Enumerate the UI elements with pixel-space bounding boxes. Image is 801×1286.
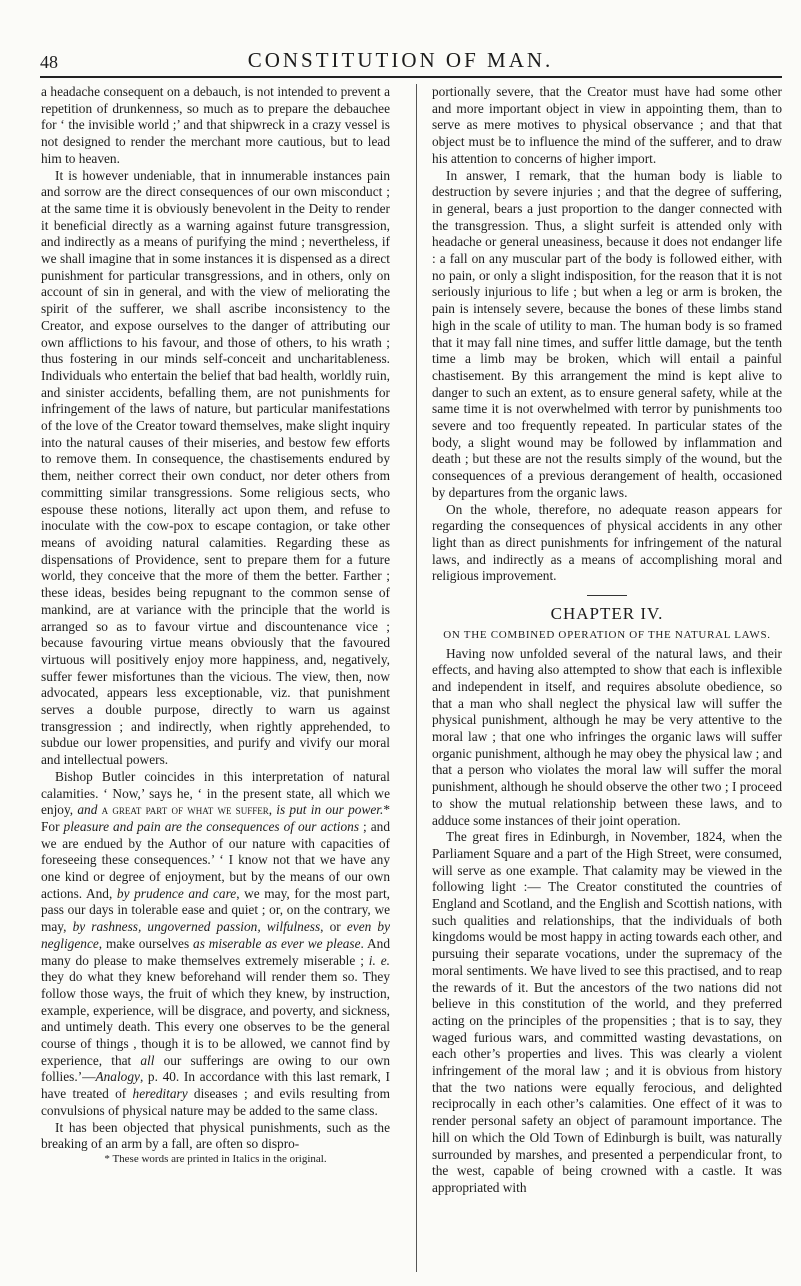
paragraph: It has been objected that physical punishments, such as the breaking of an arm by a fall, are often so dispro- [41,1119,390,1152]
column-divider [416,84,417,1272]
running-title: CONSTITUTION OF MAN. [247,48,554,72]
footnote: * These words are printed in Italics in the original. [104,1153,327,1165]
paragraph: On the whole, therefore, no adequate reason appears for regarding the consequences of physical accidents in any other light than as direct punishments for infringement of the natural laws, and indirectly as a means of accomplishing moral and religious improvement. [432,501,782,584]
chapter-subtitle: ON THE COMBINED OPERATION OF THE NATURAL LAWS. [443,628,771,641]
right-column [432,84,782,1197]
page-number: 48 [40,52,58,72]
chapter-title: CHAPTER IV. [550,604,664,624]
header-rule [40,76,782,78]
paragraph: a headache consequent on a debauch, is not intended to prevent a repetition of drunkenness, so much as to prepare the debauchee for ‘ the invisible world ;’ and that shipwreck in a crazy vessel is not designed to render the merchant more cautious, but to lead him to heaven. [41,84,390,166]
paragraph: The great fires in Edinburgh, in November, 1824, when the Parliament Square and a part of the High Street, were consumed, will serve as one example. That calamity may be viewed in the following light :— The Creator constituted the countries of England and Scotland, and the English and Scottish nations, with such qualities and relationships, that the individuals of both kingdoms would be most happy in acting towards each other, and pursuing their separate vocations, under the supremacy of the moral sentiments. We have lived to see this practised, and to reap the rewards of it. But the ancestors of the two nations did not believe in this constitution of the world, and they preferred acting on the principles of the propensities ; that is to say, they waged furious wars, and committed wasting devastations, on each other’s properties and lives. This was clearly a violent infringement of the moral law ; and it is obvious from history that the two nations were equally ferocious, and delighted reciprocally in each other’s calamities. One effect of it was to render personal safety an object of paramount importance. The hill on which the Old Town of Edinburgh is built, was naturally surrounded by marshes, and presented a perpendicular front, to the west, capable of being crowned with a castle. It was appropriated with [432,829,782,1195]
paragraph: Having now unfolded several of the natural laws, and their effects, and having also attempted to show that each is inflexible and independent in itself, and requires absolute obedience, so that a man who shall neglect the physical law will suffer the physical punishment, although he may be very attentive to the moral law ; that one who infringes the organic laws will suffer organic punishment, although he may obey the physical law ; and that a person who violates the moral law will suffer the moral punishment, although he should observe the other two ; I proceed to show the mutual relationship between these laws, and to adduce some instances of their joint operation. [432,645,782,828]
paragraph: portionally severe, that the Creator must have had some other and more important object in view in appointing them, than to serve as mere motives to physical observance ; and that that object must be to influence the mind of the sufferer, and to draw his attention to concerns of higher import. [432,84,782,166]
page-header [0,0,801,80]
left-column [41,84,390,1166]
chapter-rule [587,595,627,596]
paragraph: In answer, I remark, that the human body is liable to destruction by severe injuries ; and that the degree of suffering, in general, bears a just proportion to the danger connected with the transgression. Thus, a slight surfeit is attended only with headache or general uneasiness, because it does not endanger life : a fall on any muscular part of the body is followed either, with no pain, or only a slight indisposition, for the reason that it is not seriously injurious to life ; but when a leg or arm is broken, the pain is intensely severe, because the bones of these limbs stand high in the scale of utility to man. The human body is so framed that it may fall nine times, and suffer little damage, but the tenth time a limb may be broken, which will entail a painful chastisement. By this arrangement the mind is kept alive to danger to such an extent, as to ensure general safety, while at the same time it is not overwhelmed with terror by punishments too severe and too frequently repeated. In particular states of the body, a slight wound may be followed by inflammation and death ; but these are not the results simply of the wound, but the consequences of a previous derangement of health, occasioned by departures from the organic laws. [432,167,782,500]
paragraph-butler: Bishop Butler coincides in this interpretation of natural calamities. ‘ Now,’ says he, ‘ in the present state, all which we enjoy, and a great part of what we suffer, is put in our power.* For pleasure and pain are the consequences of our actions ; and we are endued by the Author of our nature with capacities of foreseeing these consequences.’ ‘ I know not that we have any one kind or degree of enjoyment, but by the means of our own actions. And, by prudence and care, we may, for the most part, pass our days in tolerable ease and quiet ; or, on the contrary, we may, by rashness, ungoverned passion, wilfulness, or even by negligence, make ourselves as miserable as ever we please. And many do please to make themselves extremely miserable ; i. e. they do what they knew beforehand will render them so. They follow those ways, the fruit of which they knew, by instruction, example, experience, will be disgrace, and poverty, and sickness, and untimely death. This every one observes to be the general course of things , though it is to be allowed, we cannot find by experience, that all our sufferings are owing to our own follies.’—Analogy, p. 40. In accordance with this last remark, I have treated of hereditary diseases ; and evils resulting from convulsions of physical nature may be added to the same class. [41,768,391,1118]
paragraph: It is however undeniable, that in innumerable instances pain and sorrow are the direct consequences of our own misconduct ; at the same time it is obviously benevolent in the Deity to render it beneficial directly as a warning against future transgression, and indirectly as a means of purifying the mind ; nevertheless, if we shall imagine that in some instances it is dispensed as a direct punishment for particular transgressions, and in others, only on account of sin in general, and with the view of meliorating the spirit of the sufferer, we shall ascribe inconsistency to the Creator, and expose ourselves to the danger of attributing our own afflictions to his favour, and those of others, to his wrath ; thus fostering in our minds self-conceit and uncharitableness. Individuals who entertain the belief that bad health, worldly ruin, and sinister accidents, befalling them, are not punishments for infringement of the laws of nature, but particular manifestations of the love of the Creator toward themselves, make slight inquiry into the natural causes of their miseries, and bestow few efforts to remove them. In consequence, the chastisements endured by them, neither correct their own conduct, nor deter others from committing similar transgressions. Some religious sects, who espouse these notions, literally act upon them, and refuse to inoculate with the cow-pox to escape contagion, or take other means of avoiding natural calamities. Regarding these as dispensations of Providence, sent to prepare them for a future world, they conceive that the more of them the better. Farther ; these ideas, besides being repugnant to the common sense of mankind, are at variance with the principle that the world is arranged so as to favour virtue and discountenance vice ; because favouring virtue means obviously that the favoured virtuous will positively enjoy more happiness, and, negatively, suffer fewer misfortunes than the vicious. The view, then, now advocated, appears less exceptionable, viz. that punishment serves a double purpose, directly to warn us against transgression ; and indirectly, when rightly apprehended, to subdue our lower propensities, and purify and vivify our moral and intellectual powers. [41,167,390,768]
